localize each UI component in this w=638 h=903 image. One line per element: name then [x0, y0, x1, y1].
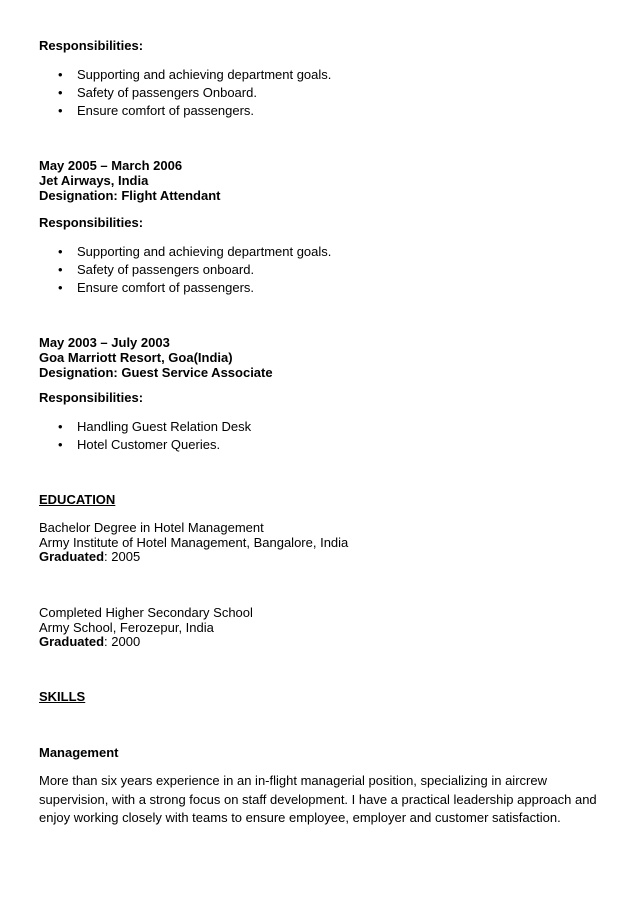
list-item [39, 243, 331, 261]
list-item [39, 418, 251, 436]
list-item-text: Safety of passengers Onboard. [77, 85, 257, 100]
responsibilities-list [39, 418, 251, 454]
job-designation: Designation: Guest Service Associate [39, 365, 273, 380]
education-degree: Bachelor Degree in Hotel Management [39, 520, 264, 535]
list-item-text: Hotel Customer Queries. [77, 437, 221, 452]
skills-heading: SKILLS [39, 689, 86, 704]
job-company: Goa Marriott Resort, Goa(India) [39, 350, 233, 365]
list-item [39, 66, 331, 84]
list-item-text: Handling Guest Relation Desk [77, 419, 252, 434]
bullet-icon: • [58, 103, 63, 118]
education-graduated [39, 634, 140, 650]
skill-description-line: More than six years experience in an in-flight managerial position, specializing in aircrew [39, 773, 547, 788]
skill-description-line: supervision, with a strong focus on staff development. I have a practical leadership approach and [39, 791, 597, 807]
job-designation: Designation: Flight Attendant [39, 188, 221, 203]
list-item-text: Ensure comfort of passengers. [77, 103, 255, 118]
skill-title: Management [39, 745, 119, 760]
education-degree: Completed Higher Secondary School [39, 605, 253, 620]
list-item [39, 436, 251, 454]
responsibilities-label: Responsibilities: [39, 215, 144, 230]
list-item [39, 261, 331, 279]
skill-description-line: enjoy working closely with teams to ensure employee, employer and customer satisfaction. [39, 810, 561, 825]
bullet-icon: • [58, 85, 63, 100]
list-item [39, 279, 331, 297]
list-item [39, 84, 331, 102]
education-institution: Army Institute of Hotel Management, Bangalore, India [39, 535, 349, 550]
job-dates: May 2003 – July 2003 [39, 335, 170, 350]
responsibilities-label: Responsibilities: [39, 38, 144, 53]
list-item-text: Supporting and achieving department goals. [77, 67, 332, 82]
responsibilities-label: Responsibilities: [39, 390, 144, 405]
job-company: Jet Airways, India [39, 173, 149, 188]
graduated-label: Graduated [39, 549, 105, 564]
bullet-icon: • [58, 244, 63, 259]
skill-description [39, 772, 609, 828]
education-graduated [39, 549, 140, 565]
graduated-separator: : [104, 549, 112, 564]
bullet-icon: • [58, 280, 63, 295]
list-item [39, 102, 331, 120]
list-item-text: Ensure comfort of passengers. [77, 280, 255, 295]
job-dates: May 2005 – March 2006 [39, 158, 183, 173]
list-item-text: Supporting and achieving department goals. [77, 244, 332, 259]
graduated-year: 2000 [111, 634, 141, 649]
graduated-year: 2005 [111, 549, 141, 564]
list-item-text: Safety of passengers onboard. [77, 262, 255, 277]
bullet-icon: • [58, 262, 63, 277]
graduated-separator: : [104, 634, 112, 649]
responsibilities-list [39, 66, 331, 120]
graduated-label: Graduated [39, 634, 105, 649]
education-heading: EDUCATION [39, 492, 116, 507]
bullet-icon: • [58, 67, 63, 82]
bullet-icon: • [58, 419, 63, 434]
education-institution: Army School, Ferozepur, India [39, 620, 214, 635]
bullet-icon: • [58, 437, 63, 452]
responsibilities-list [39, 243, 331, 297]
